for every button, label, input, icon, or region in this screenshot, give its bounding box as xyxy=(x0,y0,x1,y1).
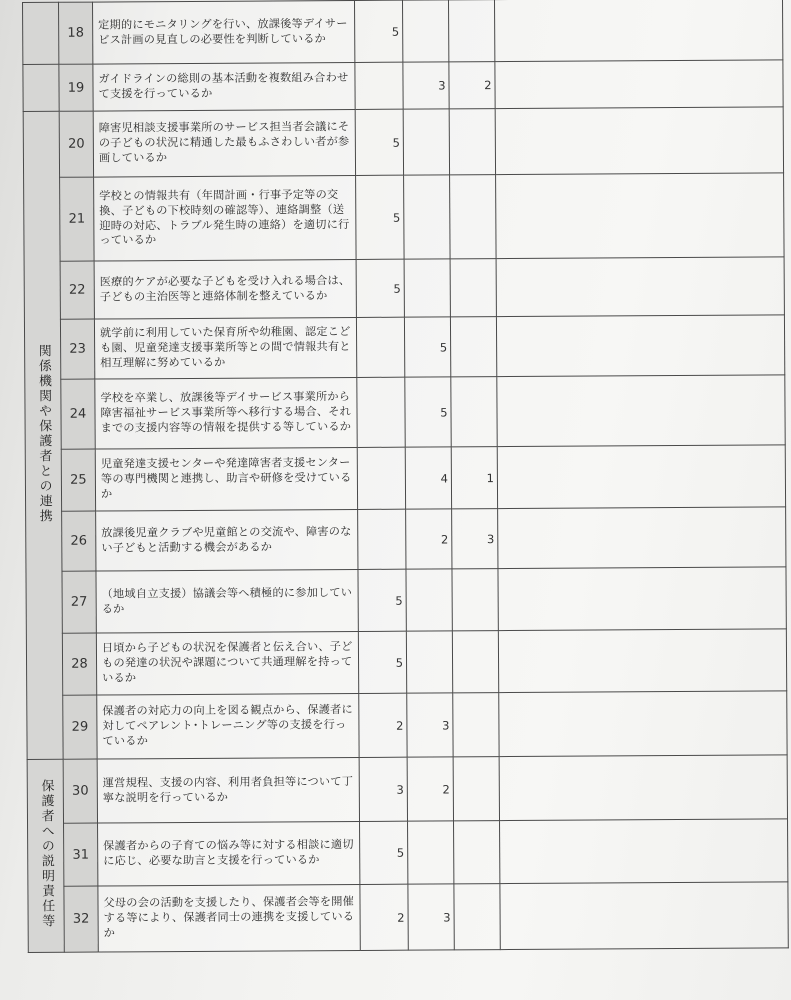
item-text: 就学前に利用していた保育所や幼稚園、認定こども園、児童発達支援事業所等との間で情報共有と相互理解に努めているか xyxy=(94,317,356,379)
score-no xyxy=(453,757,499,821)
item-number: 26 xyxy=(62,511,96,571)
score-neutral: 4 xyxy=(405,447,451,509)
remark-cell xyxy=(500,819,788,884)
score-no xyxy=(448,0,494,62)
table-row xyxy=(26,507,786,572)
remark-cell xyxy=(500,882,788,950)
score-yes xyxy=(356,317,404,377)
remark-cell xyxy=(499,691,787,757)
score-yes: 2 xyxy=(359,693,407,757)
table-row xyxy=(26,567,786,634)
item-number: 30 xyxy=(63,759,97,823)
item-text: 児童発達支援センターや発達障害者支援センター等の専門機関と連携し、助言や研修を受けているか xyxy=(95,447,357,511)
item-number: 19 xyxy=(59,64,93,111)
item-number: 21 xyxy=(60,177,95,261)
item-number: 32 xyxy=(64,886,98,952)
score-neutral: 3 xyxy=(403,62,449,109)
score-no xyxy=(454,884,500,950)
score-yes xyxy=(357,377,405,447)
score-yes: 5 xyxy=(354,0,402,62)
item-text: ガイドラインの総則の基本活動を複数組み合わせて支援を行っているか xyxy=(93,62,355,111)
score-no xyxy=(452,631,498,693)
item-number: 22 xyxy=(60,261,94,319)
score-yes xyxy=(357,447,405,509)
item-number: 28 xyxy=(62,633,96,695)
table-row xyxy=(26,629,786,696)
score-yes: 5 xyxy=(358,631,406,693)
item-number: 23 xyxy=(60,319,94,379)
score-yes: 2 xyxy=(360,884,408,950)
category-hogosha xyxy=(27,759,64,952)
item-text: 定期的にモニタリングを行い、放課後等デイサービス計画の見直しの必要性を判断しているか xyxy=(93,0,355,64)
score-neutral: 2 xyxy=(407,757,453,821)
score-no xyxy=(450,317,496,377)
item-number: 18 xyxy=(59,2,93,64)
item-text: 保護者からの子育ての悩み等に対する相談に適切に応じ、必要な助言と支援を行っているか xyxy=(98,821,360,886)
score-neutral xyxy=(404,259,450,317)
score-no xyxy=(453,693,499,757)
table-row xyxy=(27,755,787,824)
category-kankei xyxy=(23,111,63,759)
table-row xyxy=(23,60,783,112)
item-number: 25 xyxy=(61,449,95,511)
table-row xyxy=(24,315,784,380)
score-no xyxy=(450,175,497,259)
score-yes: 3 xyxy=(359,757,407,821)
score-neutral xyxy=(403,109,449,175)
item-number: 31 xyxy=(64,823,98,886)
table-row xyxy=(28,819,788,887)
score-yes: 5 xyxy=(358,569,406,631)
score-yes xyxy=(358,509,406,569)
remark-cell xyxy=(497,375,785,447)
item-text: 学校との情報共有（年間計画・行事予定等の交換、子どもの下校時刻の確認等）、連絡調整（送迎時の対応、トラブル発生時の連絡）を適切に行っているか xyxy=(94,175,357,261)
score-yes: 5 xyxy=(356,259,404,317)
score-no: 1 xyxy=(451,447,497,509)
remark-cell xyxy=(494,0,782,62)
table-row xyxy=(23,107,783,178)
item-number: 24 xyxy=(61,379,95,449)
remark-cell xyxy=(498,629,786,693)
item-text: 放課後児童クラブや児童館との交流や、障害のない子どもと活動する機会があるか xyxy=(96,509,358,571)
item-text: 障害児相談支援事業所のサービス担当者会議にその子どもの状況に精通した最もふさわしい者が参画しているか xyxy=(93,109,355,177)
evaluation-sheet xyxy=(22,0,788,948)
score-neutral xyxy=(406,631,452,693)
remark-cell xyxy=(495,60,783,109)
item-text: 医療的ケアが必要な子どもを受け入れる場合は、子どもの主治医等と連絡体制を整えているか xyxy=(94,259,356,319)
category-blank-top xyxy=(23,2,59,64)
remark-cell xyxy=(496,257,784,317)
table-row xyxy=(24,173,784,262)
remark-cell xyxy=(499,755,787,821)
score-neutral xyxy=(402,0,448,62)
score-yes xyxy=(355,62,403,109)
score-yes: 5 xyxy=(355,109,403,175)
score-neutral xyxy=(404,175,451,259)
category-label: 関係機関や保護者との連携 xyxy=(35,343,52,524)
score-no xyxy=(454,821,500,884)
score-yes: 5 xyxy=(360,821,408,884)
score-no xyxy=(449,109,495,175)
score-no xyxy=(452,569,498,631)
score-neutral: 3 xyxy=(408,884,454,950)
score-neutral: 5 xyxy=(405,377,451,447)
score-neutral xyxy=(408,821,454,884)
category-label: 保護者への説明責任等 xyxy=(38,778,55,929)
score-neutral xyxy=(406,569,452,631)
table-row xyxy=(27,691,787,760)
evaluation-table xyxy=(22,0,789,953)
score-no xyxy=(450,259,496,317)
item-number: 20 xyxy=(59,111,93,177)
table-row xyxy=(25,375,785,450)
score-no: 3 xyxy=(452,509,498,569)
remark-cell xyxy=(498,507,786,569)
item-text: 保護者の対応力の向上を図る観点から、保護者に対してペアレント･トレーニング等の支援を行っているか xyxy=(97,693,359,759)
score-no: 2 xyxy=(449,62,495,109)
table-row xyxy=(23,0,783,64)
score-neutral: 2 xyxy=(406,509,452,569)
score-neutral: 5 xyxy=(404,317,450,377)
table-row xyxy=(28,882,788,953)
item-text: 日頃から子どもの状況を保護者と伝え合い、子どもの発達の状況や課題について共通理解を持っているか xyxy=(96,631,358,695)
table-row xyxy=(25,445,785,512)
category-blank-top xyxy=(23,64,59,111)
remark-cell xyxy=(497,445,785,509)
remark-cell xyxy=(495,107,783,175)
item-text: （地域自立支援）協議会等へ積極的に参加しているか xyxy=(96,569,358,633)
item-number: 27 xyxy=(62,571,96,633)
score-no xyxy=(451,377,497,447)
item-text: 父母の会の活動を支援したり、保護者会等を開催する等により、保護者同士の連携を支援しているか xyxy=(98,884,360,952)
remark-cell xyxy=(496,315,784,377)
remark-cell xyxy=(496,173,785,259)
score-neutral: 3 xyxy=(407,693,453,757)
item-text: 学校を卒業し、放課後等デイサービス事業所から障害福祉サービス事業所等へ移行する場合、それまでの支援内容等の情報を提供する等しているか xyxy=(95,377,357,449)
item-number: 29 xyxy=(63,695,97,759)
score-yes: 5 xyxy=(356,175,405,259)
remark-cell xyxy=(498,567,786,631)
table-row xyxy=(24,257,784,320)
item-text: 運営規程、支援の内容、利用者負担等について丁寧な説明を行っているか xyxy=(97,757,359,823)
